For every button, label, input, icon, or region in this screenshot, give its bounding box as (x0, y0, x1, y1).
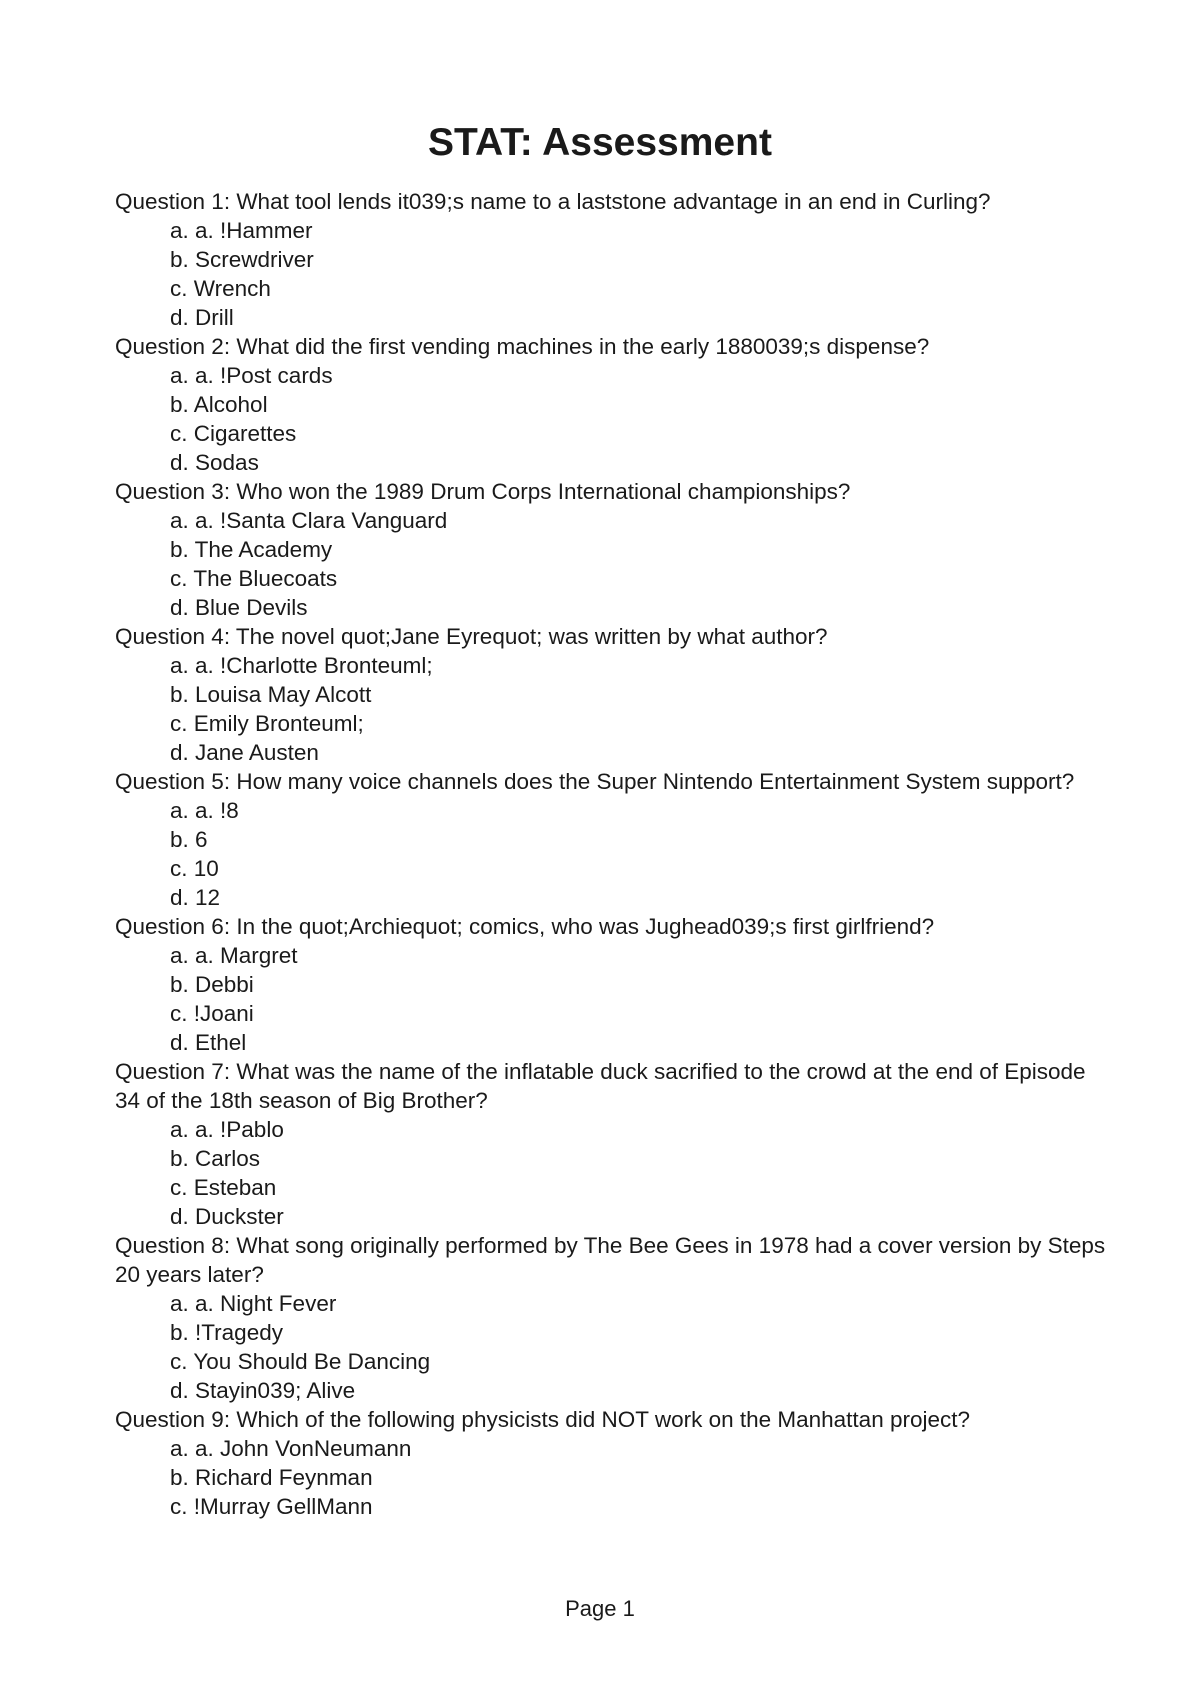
answer-option: d. Stayin039; Alive (170, 1378, 356, 1403)
answer-option: a. a. !Pablo (170, 1117, 284, 1142)
answer-options (115, 796, 1115, 912)
answer-option: a. a. !Hammer (170, 218, 313, 243)
answer-option: d. Sodas (170, 450, 259, 475)
question-text: Question 4: The novel quot;Jane Eyrequot; was written by what author? (115, 624, 828, 649)
answer-option: c. Cigarettes (170, 421, 297, 446)
answer-option: b. Screwdriver (170, 247, 314, 272)
question-3 (115, 477, 1115, 622)
question-text: Question 9: Which of the following physicists did NOT work on the Manhattan project? (115, 1407, 971, 1432)
answer-option: c. !Murray GellMann (170, 1494, 373, 1519)
answer-option: d. Jane Austen (170, 740, 319, 765)
answer-option: b. 6 (170, 827, 208, 852)
answer-option: a. a. !Post cards (170, 363, 333, 388)
question-2 (115, 332, 1115, 477)
answer-option: d. Duckster (170, 1204, 284, 1229)
answer-option: c. Emily Bronteuml; (170, 711, 364, 736)
question-4 (115, 622, 1115, 767)
question-text: Question 7: What was the name of the inflatable duck sacrified to the crowd at the end of Episode 34 of the 18th season of Big Brother? (115, 1059, 1086, 1113)
answer-options (115, 506, 1115, 622)
question-text: Question 6: In the quot;Archiequot; comics, who was Jughead039;s first girlfriend? (115, 914, 935, 939)
answer-option: a. a. !8 (170, 798, 239, 823)
answer-options (115, 216, 1115, 332)
question-9 (115, 1405, 1115, 1521)
answer-option: c. !Joani (170, 1001, 254, 1026)
answer-option: b. Carlos (170, 1146, 261, 1171)
answer-option: a. a. !Charlotte Bronteuml; (170, 653, 433, 678)
answer-option: a. a. Night Fever (170, 1291, 337, 1316)
answer-options (115, 941, 1115, 1057)
question-1 (115, 187, 1115, 332)
answer-option: b. Richard Feynman (170, 1465, 373, 1490)
answer-option: d. Blue Devils (170, 595, 308, 620)
answer-option: b. Louisa May Alcott (170, 682, 372, 707)
page-title: STAT: Assessment (428, 121, 772, 164)
answer-option: b. !Tragedy (170, 1320, 283, 1345)
answer-option: a. a. !Santa Clara Vanguard (170, 508, 448, 533)
answer-option: c. 10 (170, 856, 219, 881)
question-6 (115, 912, 1115, 1057)
answer-option: b. Alcohol (170, 392, 268, 417)
answer-option: b. Debbi (170, 972, 254, 997)
answer-option: d. Drill (170, 305, 234, 330)
question-7 (115, 1057, 1115, 1231)
question-text: Question 2: What did the first vending machines in the early 1880039;s dispense? (115, 334, 930, 359)
question-list (115, 187, 1115, 1521)
answer-option: c. You Should Be Dancing (170, 1349, 431, 1374)
page-number: Page 1 (565, 1596, 635, 1621)
answer-options (115, 1434, 1115, 1521)
answer-option: c. Wrench (170, 276, 271, 301)
answer-option: a. a. Margret (170, 943, 298, 968)
question-8 (115, 1231, 1115, 1405)
answer-option: c. Esteban (170, 1175, 277, 1200)
answer-options (115, 1115, 1115, 1231)
answer-options (115, 361, 1115, 477)
answer-options (115, 651, 1115, 767)
answer-option: d. Ethel (170, 1030, 247, 1055)
question-5 (115, 767, 1115, 912)
question-text: Question 3: Who won the 1989 Drum Corps International championships? (115, 479, 851, 504)
answer-option: d. 12 (170, 885, 221, 910)
answer-option: a. a. John VonNeumann (170, 1436, 412, 1461)
answer-options (115, 1289, 1115, 1405)
answer-option: c. The Bluecoats (170, 566, 338, 591)
question-text: Question 5: How many voice channels does the Super Nintendo Entertainment System support? (115, 769, 1075, 794)
question-text: Question 8: What song originally performed by The Bee Gees in 1978 had a cover version by Steps 20 years later? (115, 1233, 1106, 1287)
question-text: Question 1: What tool lends it039;s name to a laststone advantage in an end in Curling? (115, 189, 991, 214)
answer-option: b. The Academy (170, 537, 333, 562)
